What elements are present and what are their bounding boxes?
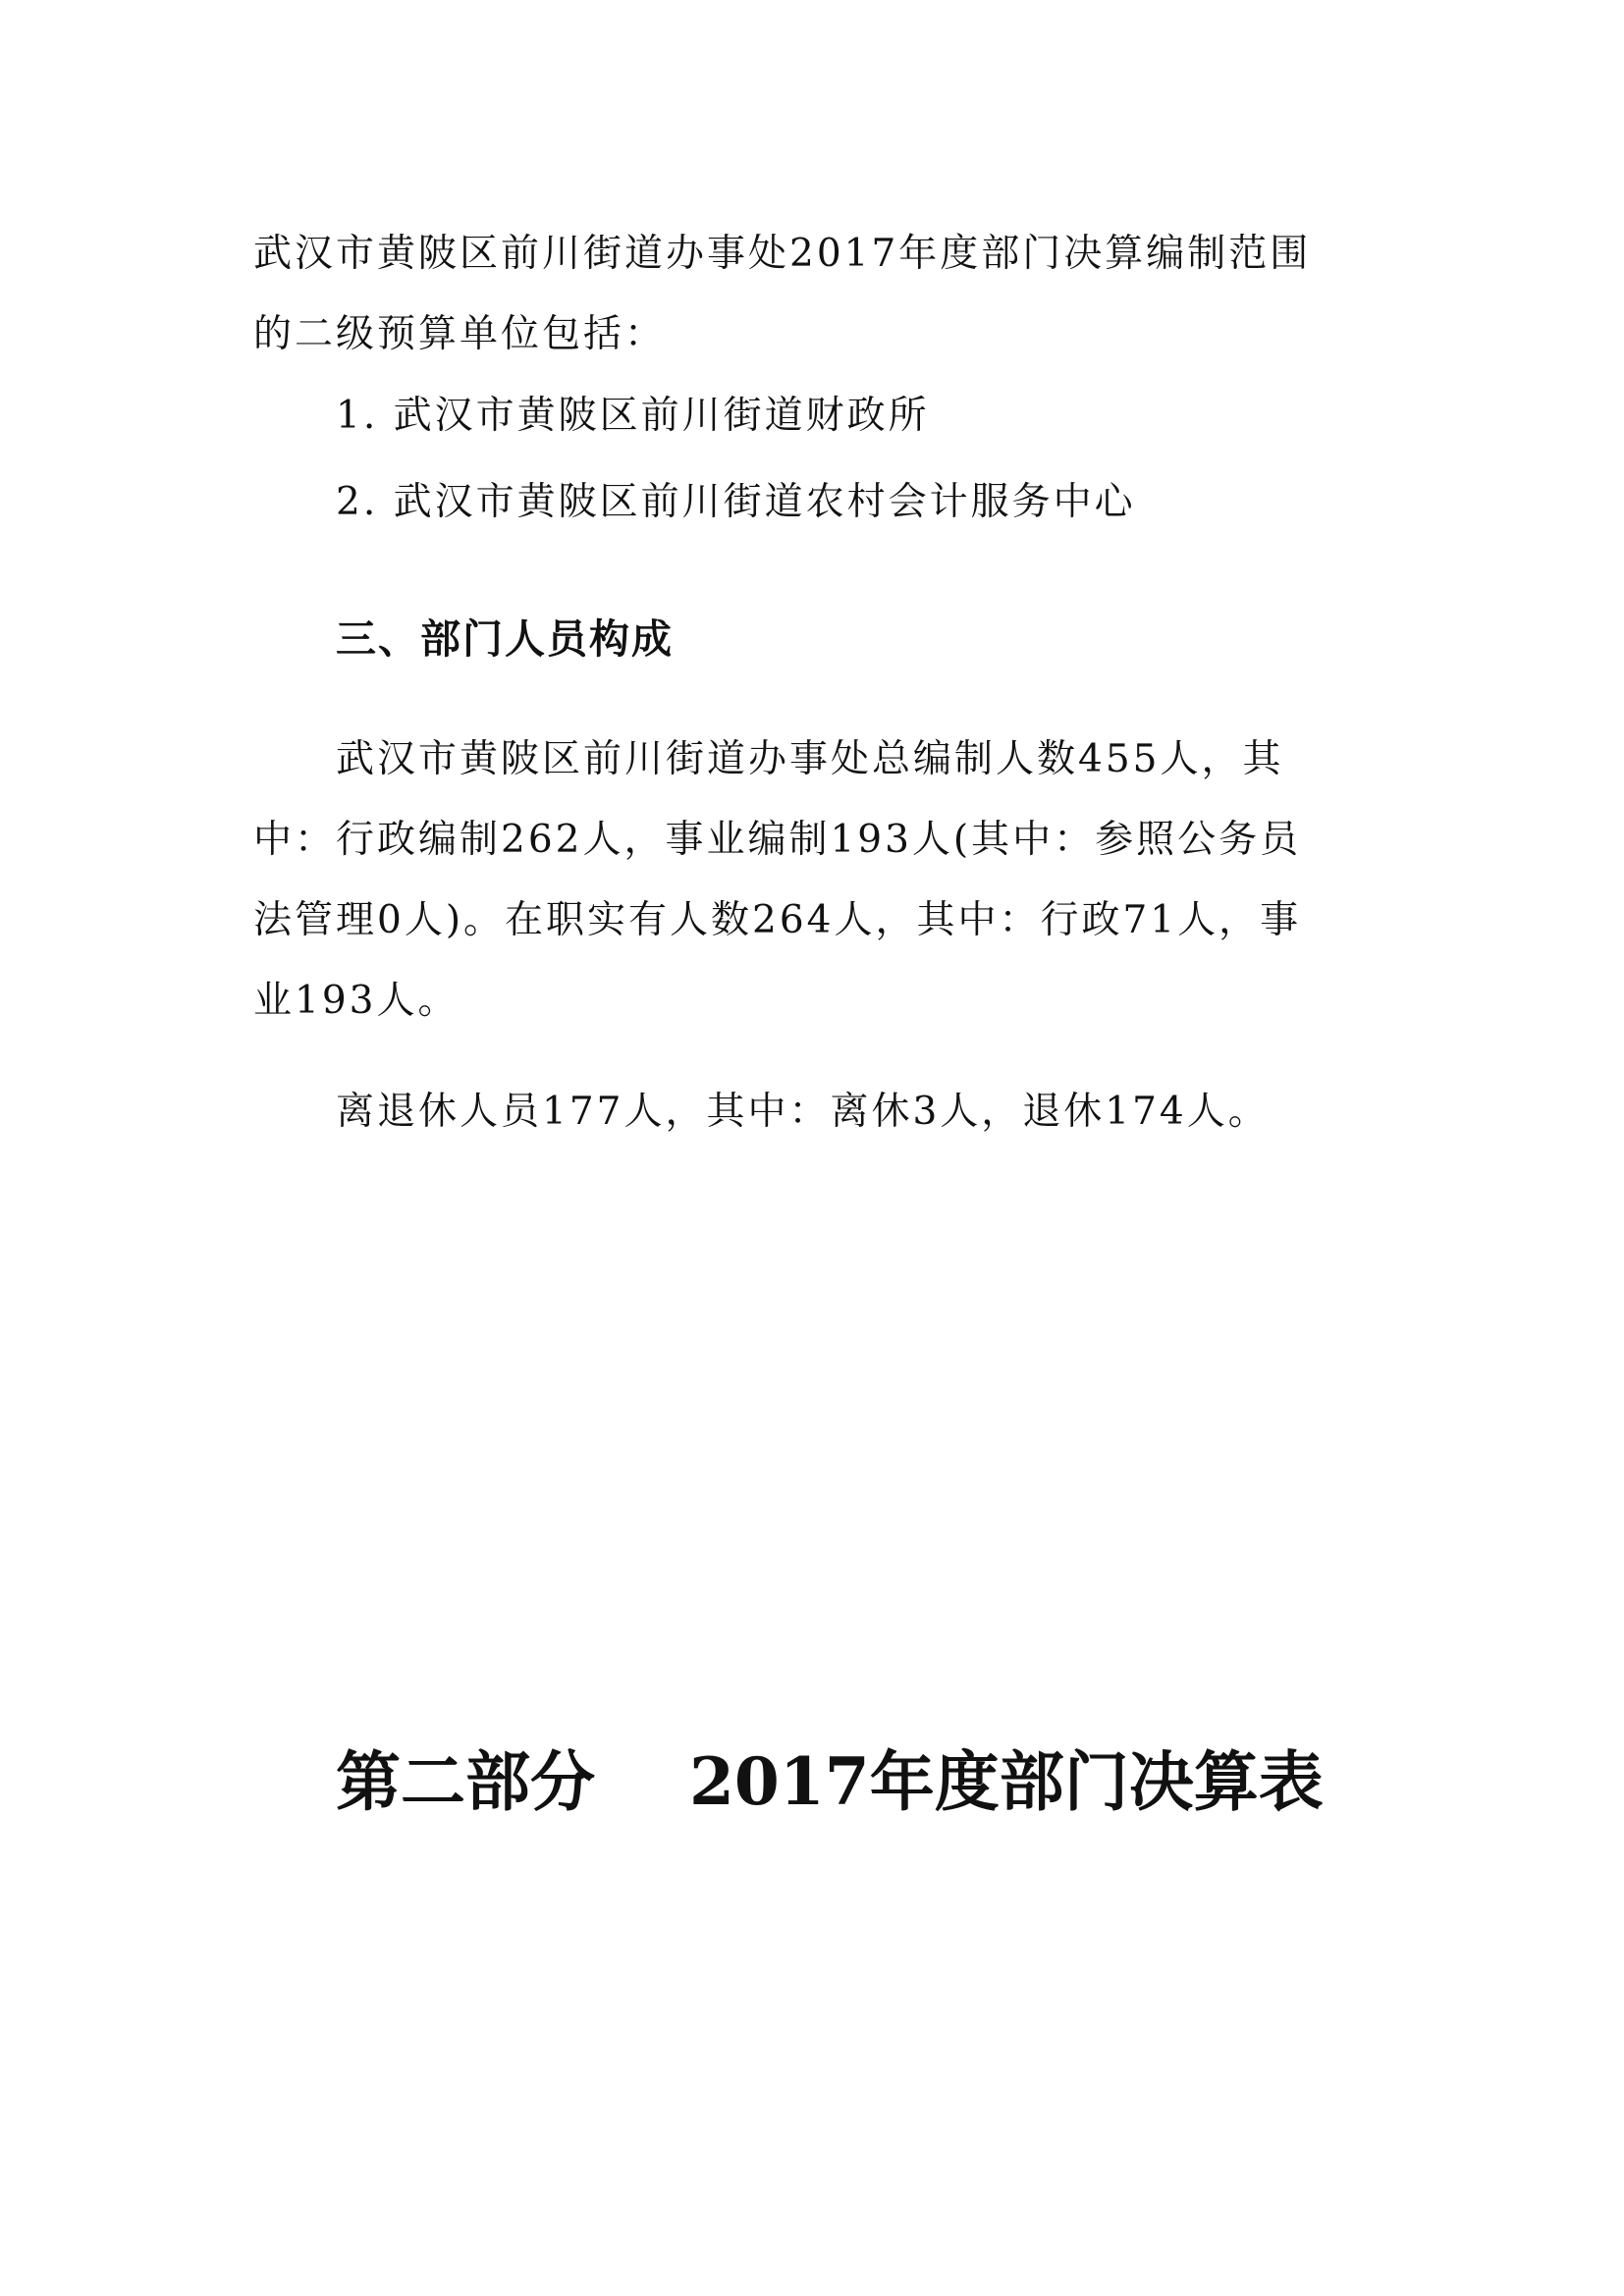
staffing-paragraph-line-1: 武汉市黄陂区前川街道办事处总编制人数455人，其 <box>336 737 1284 781</box>
scope-text-line-1: 武汉市黄陂区前川街道办事处2017年度部门决算编制范围 <box>253 232 1312 276</box>
retirees-paragraph: 离退休人员177人，其中：离休3人，退休174人。 <box>336 1090 1270 1134</box>
scope-text-line-2: 的二级预算单位包括： <box>253 312 667 356</box>
staffing-paragraph-line-2: 中：行政编制262人，事业编制193人(其中：参照公务员 <box>253 818 1302 862</box>
staffing-paragraph-line-3: 法管理0人)。在职实有人数264人，其中：行政71人，事 <box>253 898 1302 942</box>
part-two-heading-text: 年度部门决算表 <box>869 1744 1324 1820</box>
list-item: 1. 武汉市黄陂区前川街道财政所 <box>336 394 930 438</box>
list-item: 2. 武汉市黄陂区前川街道农村会计服务中心 <box>336 480 1136 524</box>
part-two-title <box>336 1737 1324 1827</box>
section-heading: 三、部门人员构成 <box>336 615 674 663</box>
part-two-label: 第二部分 <box>336 1744 595 1820</box>
part-two-year: 2017 <box>689 1743 870 1820</box>
staffing-paragraph-line-4: 业193人。 <box>253 979 460 1023</box>
